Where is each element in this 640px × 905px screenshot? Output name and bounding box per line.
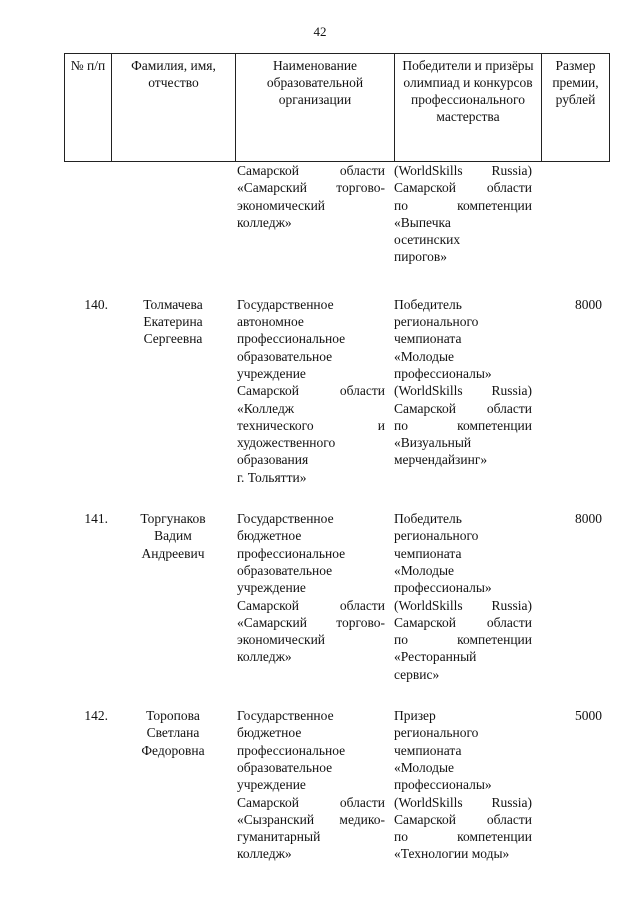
text-line: «Молодые <box>394 562 455 578</box>
text-line: Федоровна <box>141 742 205 758</box>
text-line: чемпионата <box>394 742 462 758</box>
row-spacer <box>64 266 610 296</box>
cell-num: 142. <box>84 708 108 724</box>
text-line: учреждение <box>237 365 306 381</box>
continuation-row <box>64 162 610 266</box>
text-line: (WorldSkills Russia) <box>394 383 532 399</box>
text-line: «Самарский торгово- <box>237 614 385 630</box>
text-line: колледж» <box>237 214 292 230</box>
text-line: чемпионата <box>394 331 462 347</box>
text-line: Торопова <box>146 708 200 724</box>
text-line: Самарской области <box>237 597 385 613</box>
text-line: Победитель <box>394 511 462 527</box>
text-line: технического и <box>237 417 385 433</box>
text-line: экономический <box>237 632 326 648</box>
text-line: бюджетное <box>237 725 302 741</box>
text-line: Сергеевна <box>143 331 203 347</box>
text-line: регионального <box>394 725 479 741</box>
text-line: Светлана <box>146 725 200 741</box>
text-line: автономное <box>237 314 304 330</box>
header-name: Фамилия, имя, отчество <box>112 54 236 162</box>
text-line: Торгунаков <box>140 511 206 527</box>
text-line: Самарской области <box>394 811 532 827</box>
text-line: «Самарский торгово- <box>237 180 385 196</box>
cell-org <box>232 162 385 266</box>
cell-winners <box>385 707 532 863</box>
table-header <box>64 53 610 162</box>
text-line: колледж» <box>237 846 292 862</box>
table-row <box>64 296 610 486</box>
text-line: профессионалы» <box>394 580 492 596</box>
text-line: художественного <box>237 435 336 451</box>
table-body <box>64 162 610 863</box>
header-prize: Размер премии, рублей <box>542 54 610 162</box>
cell-num <box>64 162 114 266</box>
text-line: «Сызранский медико- <box>237 811 385 827</box>
cell-org <box>232 510 385 683</box>
cell-prize: 5000 <box>575 708 602 724</box>
text-line: учреждение <box>237 777 306 793</box>
text-line: Государственное <box>237 708 334 724</box>
cell-num: 140. <box>84 296 108 312</box>
text-line: «Ресторанный <box>394 649 477 665</box>
cell-prize: 8000 <box>575 511 602 527</box>
text-line: сервис» <box>394 666 440 682</box>
text-line: «Визуальный <box>394 435 472 451</box>
text-line: Самарской области <box>237 163 385 178</box>
text-line: Самарской области <box>237 794 385 810</box>
text-line: экономический <box>237 197 326 213</box>
cell-prize: 8000 <box>575 296 602 312</box>
header-org: Наименование образовательной организации <box>236 54 395 162</box>
text-line: Государственное <box>237 296 334 312</box>
text-line: Самарской области <box>394 400 532 416</box>
cell-name <box>114 296 232 486</box>
text-line: образования <box>237 452 309 468</box>
text-line: мерчендайзинг» <box>394 452 488 468</box>
cell-num: 141. <box>84 511 108 527</box>
text-line: регионального <box>394 528 479 544</box>
text-line: по компетенции <box>394 829 532 845</box>
cell-org <box>232 296 385 486</box>
text-line: образовательное <box>237 759 333 775</box>
text-line: (WorldSkills Russia) <box>394 163 532 178</box>
cell-winners <box>385 510 532 683</box>
cell-name <box>114 510 232 683</box>
text-line: «Технологии моды» <box>394 846 510 862</box>
text-line: образовательное <box>237 562 333 578</box>
text-line: пирогов» <box>394 249 448 265</box>
text-line: чемпионата <box>394 545 462 561</box>
text-line: профессиональное <box>237 545 346 561</box>
text-line: бюджетное <box>237 528 302 544</box>
text-line: профессиональное <box>237 331 346 347</box>
header-winners: Победители и призёры олимпиад и конкурсов профессионального мастерства <box>395 54 542 162</box>
cell-prize <box>532 162 610 266</box>
text-line: образовательное <box>237 348 333 364</box>
text-line: Екатерина <box>143 314 203 330</box>
text-line: регионального <box>394 314 479 330</box>
text-line: Вадим <box>154 528 192 544</box>
text-line: «Колледж <box>237 400 295 416</box>
cell-name <box>114 707 232 863</box>
text-line: Самарской области <box>394 614 532 630</box>
text-line: по компетенции <box>394 197 532 213</box>
text-line: Самарской области <box>237 383 385 399</box>
text-line: профессионалы» <box>394 777 492 793</box>
table-row <box>64 510 610 683</box>
text-line: по компетенции <box>394 632 532 648</box>
text-line: учреждение <box>237 580 306 596</box>
text-line: профессионалы» <box>394 365 492 381</box>
row-spacer <box>64 683 610 707</box>
text-line: Победитель <box>394 296 462 312</box>
text-line: г. Тольятти» <box>237 469 307 485</box>
page-number: 42 <box>313 24 327 39</box>
text-line: Призер <box>394 708 436 724</box>
text-line: Государственное <box>237 511 334 527</box>
text-line: «Молодые <box>394 348 455 364</box>
text-line: Толмачева <box>143 296 203 312</box>
text-line: по компетенции <box>394 417 532 433</box>
row-spacer <box>64 486 610 510</box>
table-row <box>64 707 610 863</box>
text-line: колледж» <box>237 649 292 665</box>
text-line: Андреевич <box>141 545 205 561</box>
text-line: гуманитарный <box>237 829 321 845</box>
text-line: (WorldSkills Russia) <box>394 597 532 613</box>
text-line: осетинских <box>394 232 461 248</box>
text-line: Самарской области <box>394 180 532 196</box>
cell-name <box>114 162 232 266</box>
cell-org <box>232 707 385 863</box>
text-line: профессиональное <box>237 742 346 758</box>
text-line: «Молодые <box>394 759 455 775</box>
cell-winners <box>385 162 532 266</box>
cell-winners <box>385 296 532 486</box>
header-num: № п/п <box>65 54 112 162</box>
text-line: «Выпечка <box>394 214 451 230</box>
text-line: (WorldSkills Russia) <box>394 794 532 810</box>
